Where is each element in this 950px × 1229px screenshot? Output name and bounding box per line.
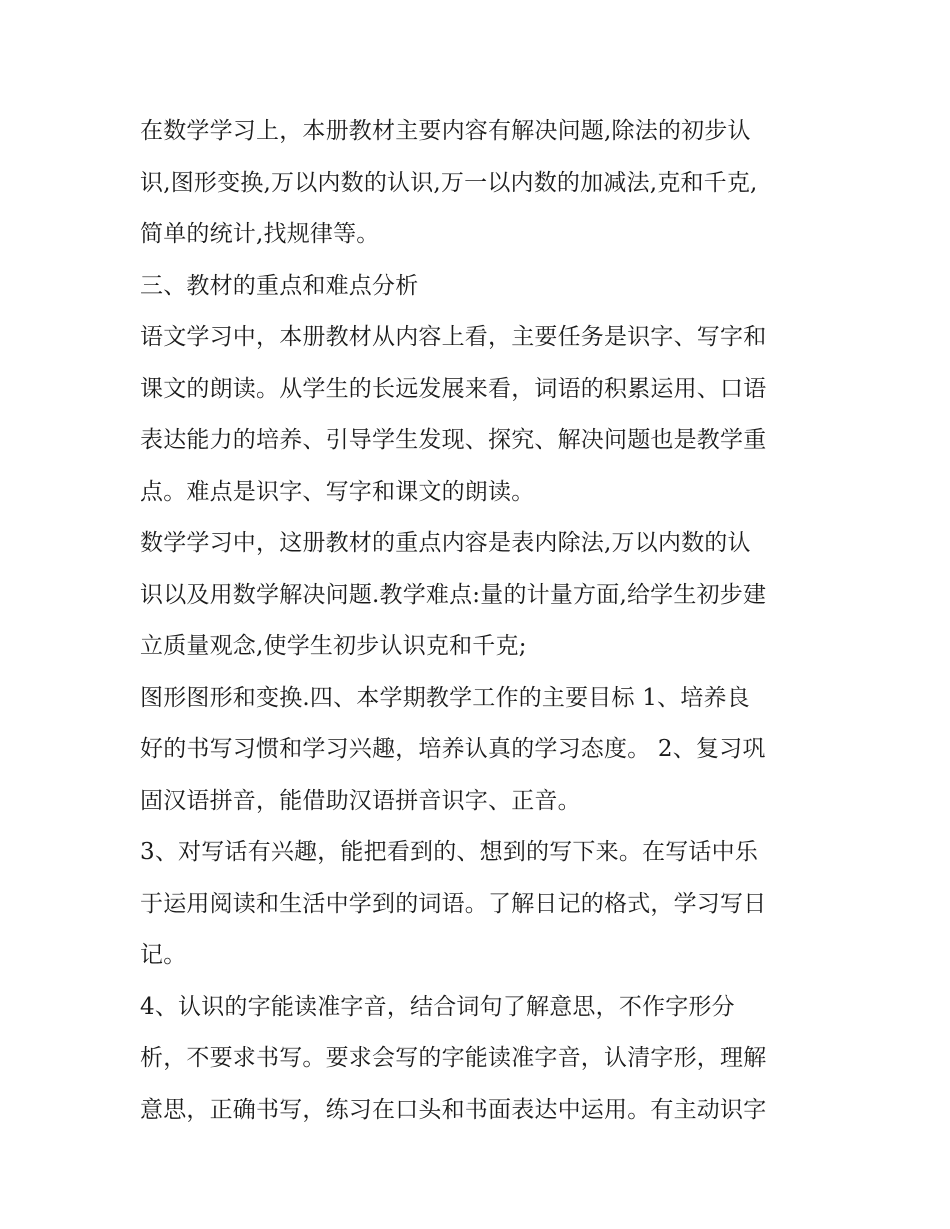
text-line: 4、认识的字能读准字音，结合词句了解意思，不作字形分 bbox=[140, 993, 735, 1020]
text-line: 意思，正确书写，练习在口头和书面表达中运用。有主动识字 bbox=[140, 1096, 767, 1123]
text-line: 固汉语拼音，能借助汉语拼音识字、正音。 bbox=[140, 787, 581, 814]
text-line: 语文学习中，本册教材从内容上看，主要任务是识字、写字和 bbox=[140, 324, 767, 350]
text-line: 在数学学习上，本册教材主要内容有解决问题,除法的初步认 bbox=[140, 118, 751, 144]
document-body bbox=[140, 106, 820, 1136]
text-line: 于运用阅读和生活中学到的词语。了解日记的格式，学习写日 bbox=[140, 890, 767, 917]
text-line: 识以及用数学解决问题.教学难点:量的计量方面,给学生初步建 bbox=[140, 581, 767, 608]
text-line: 立质量观念,使学生初步认识克和千克; bbox=[140, 633, 527, 659]
text-line: 3、对写话有兴趣，能把看到的、想到的写下来。在写话中乐 bbox=[140, 839, 759, 865]
section-heading: 三、教材的重点和难点分析 bbox=[140, 272, 419, 299]
text-line: 识,图形变换,万以内数的认识,万一以内数的加减法,克和千克, bbox=[140, 169, 758, 196]
text-line: 数学学习中，这册教材的重点内容是表内除法,万以内数的认 bbox=[140, 530, 751, 556]
text-line: 图形图形和变换.四、本学期教学工作的主要目标 1、培养良 bbox=[140, 684, 750, 711]
text-line: 记。 bbox=[140, 942, 187, 968]
text-line: 简单的统计,找规律等。 bbox=[140, 221, 380, 247]
text-line: 点。难点是识字、写字和课文的朗读。 bbox=[140, 478, 535, 505]
text-line: 课文的朗读。从学生的长远发展来看，词语的积累运用、口语 bbox=[140, 375, 767, 402]
text-line: 表达能力的培养、引导学生发现、探究、解决问题也是教学重 bbox=[140, 427, 767, 453]
text-line: 析，不要求书写。要求会写的字能读准字音，认清字形，理解 bbox=[140, 1045, 767, 1071]
text-line: 好的书写习惯和学习兴趣，培养认真的学习态度。 2、复习巩 bbox=[140, 736, 766, 762]
